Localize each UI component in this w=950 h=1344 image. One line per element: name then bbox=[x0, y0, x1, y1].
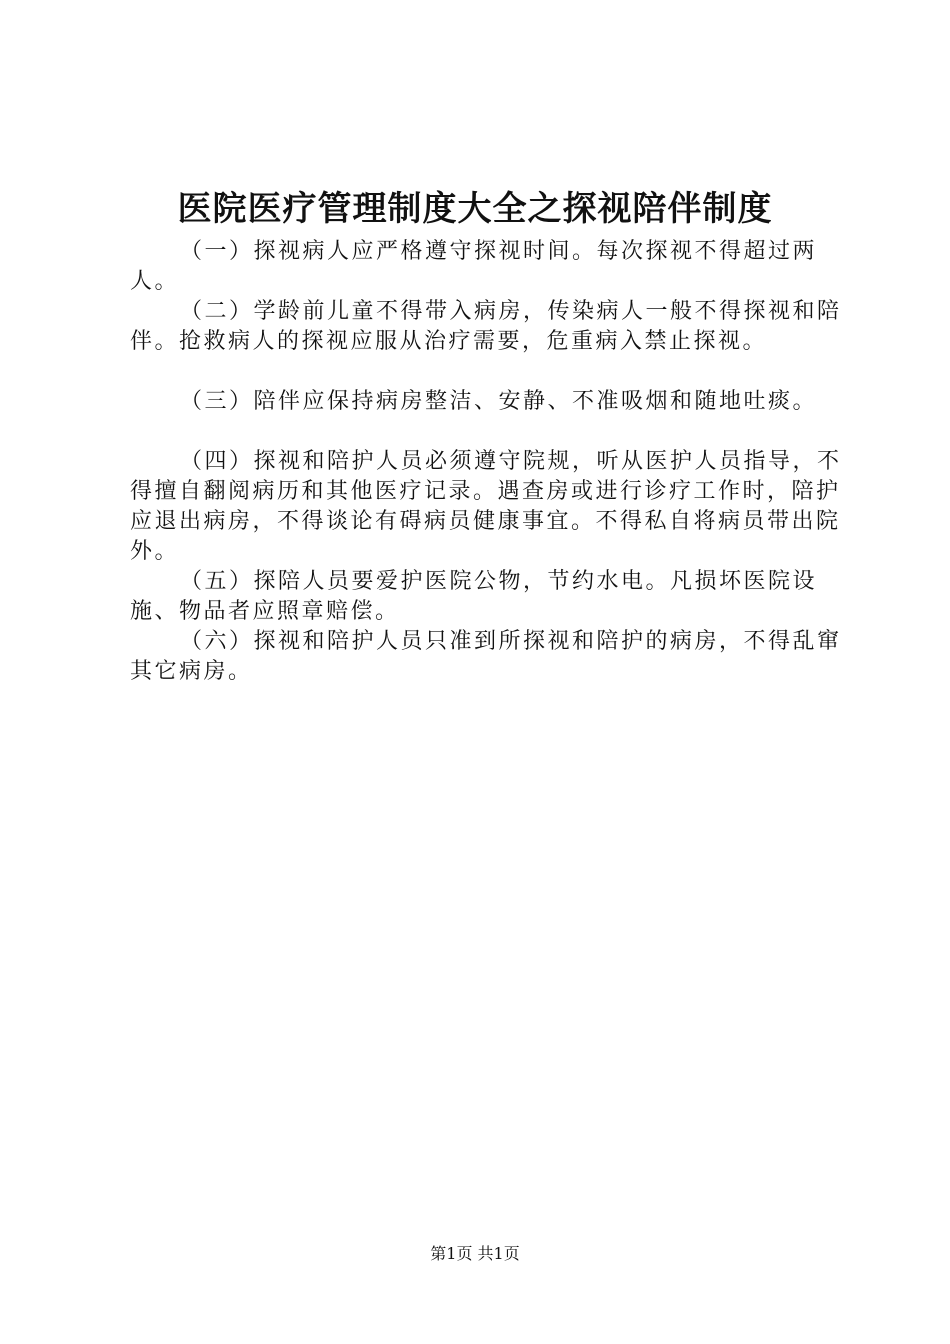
paragraph-4: （四）探视和陪护人员必须遵守院规，听从医护人员指导，不得擅自翻阅病历和其他医疗记录。遇查房或进行诊疗工作时，陪护应退出病房，不得谈论有碍病员健康事宜。不得私自将病员带出院外。 bbox=[130, 449, 842, 564]
paragraph-3: （三）陪伴应保持病房整洁、安静、不准吸烟和随地吐痰。 bbox=[180, 389, 818, 414]
paragraph-5: （五）探陪人员要爱护医院公物，节约水电。凡损坏医院设施、物品者应照章赔偿。 bbox=[130, 569, 818, 624]
document-title: 医院医疗管理制度大全之探视陪伴制度 bbox=[177, 189, 773, 229]
page-footer: 第1页 共1页 bbox=[430, 1244, 520, 1263]
document-body bbox=[130, 237, 860, 687]
paragraph-2: （二）学龄前儿童不得带入病房，传染病人一般不得探视和陪伴。抢救病人的探视应服从治疗需要，危重病入禁止探视。 bbox=[130, 299, 842, 354]
paragraph-1: （一）探视病人应严格遵守探视时间。每次探视不得超过两人。 bbox=[130, 239, 818, 294]
paragraph-6: （六）探视和陪护人员只准到所探视和陪护的病房，不得乱窜其它病房。 bbox=[130, 629, 842, 684]
